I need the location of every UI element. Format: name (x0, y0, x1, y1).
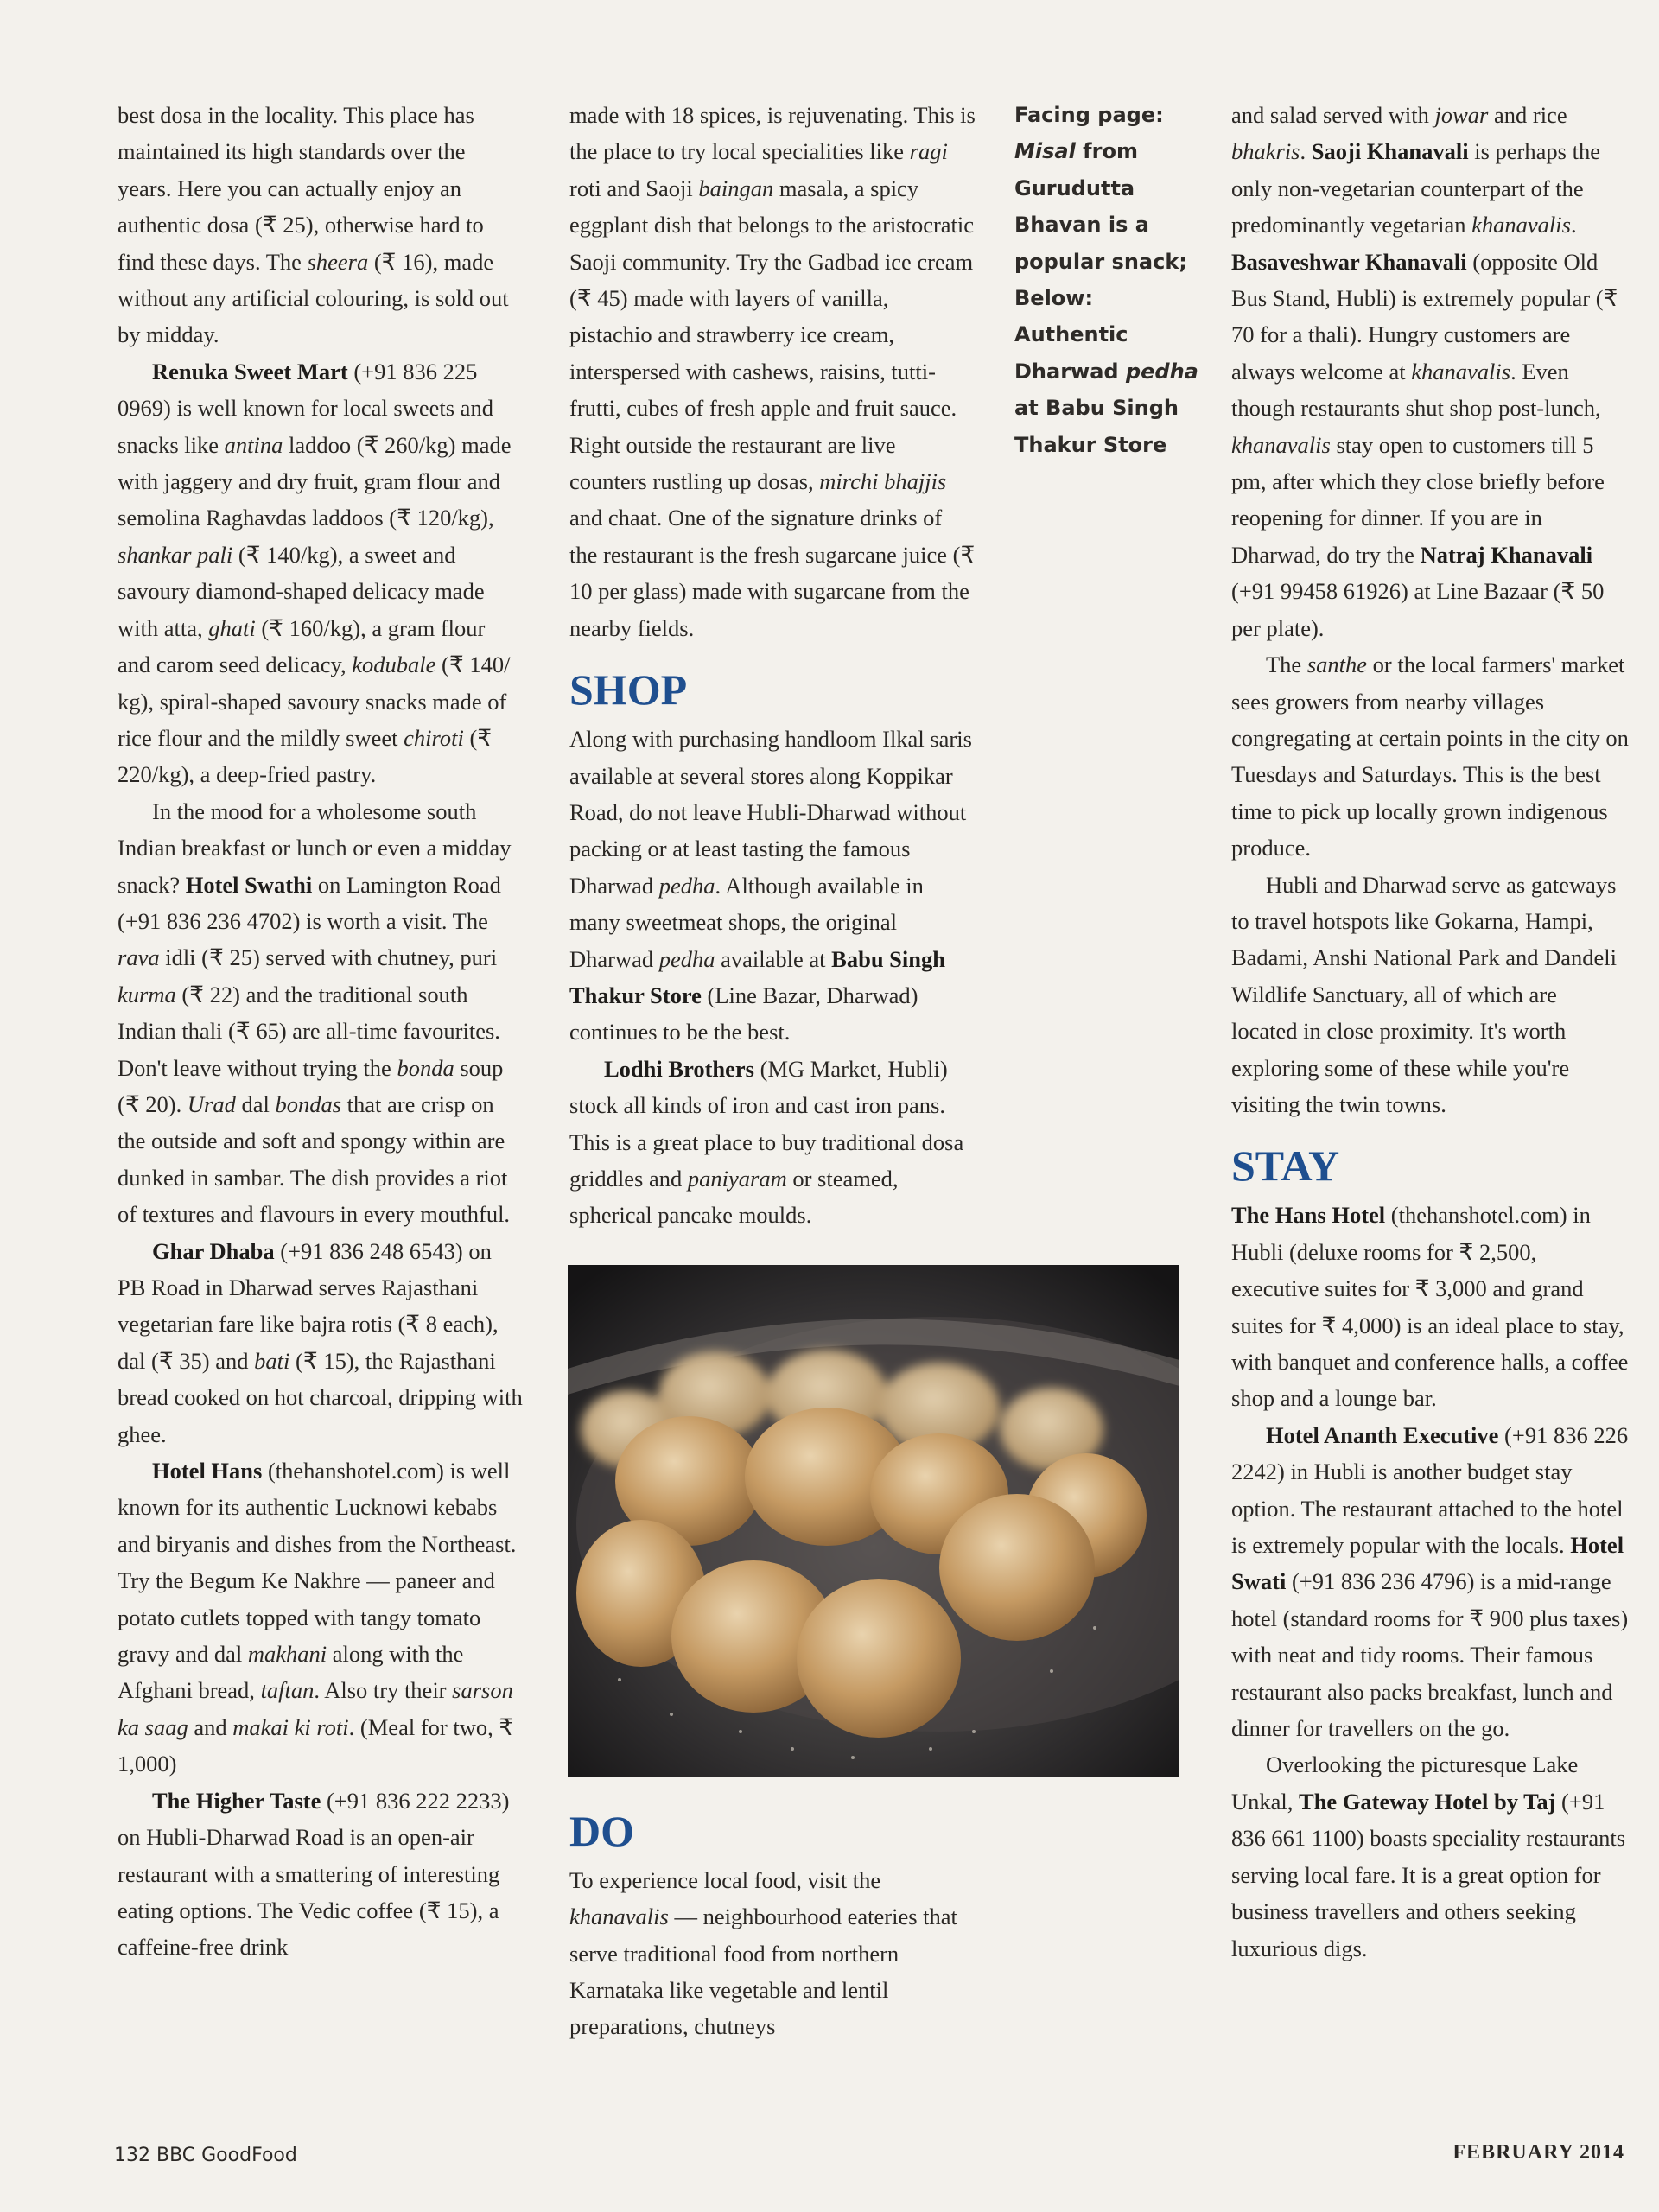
paragraph-santhe: The santhe or the local farmers' market sees growers from nearby villages congregating at certain points in the city on Tuesdays and Saturdays. This is the best time to pick up locally grown indigenous produce. (1231, 652, 1629, 861)
paragraph-hans-hotel: The Hans Hotel (thehanshotel.com) in Hubli (deluxe rooms for ₹ 2,500, executive suites for ₹ 3,000 and grand suites for ₹ 4,000) is an ideal place to stay, with banquet and conference halls, a coffee shop and a lounge bar. (1231, 1202, 1629, 1412)
paragraph-lodhi-brothers: Lodhi Brothers (MG Market, Hubli) stock all kinds of iron and cast iron pans. This is a great place to buy traditional dosa griddles and paniyaram or steamed, spherical pancake moulds. (569, 1055, 964, 1229)
page-number-footer: 132 BBC GoodFood (114, 2145, 297, 2166)
pedha-photo (568, 1265, 1179, 1777)
paragraph-ghar-dhaba: Ghar Dhaba (+91 836 248 6543) on PB Road in Dharwad serves Rajasthani vegetarian fare like bajra rotis (₹ 8 each), dal (₹ 35) and bati (₹ 15), the Rajasthani bread cooked on hot charcoal, dripping with ghee. (118, 1237, 523, 1447)
paragraph: best dosa in the locality. This place has maintained its high standards over the years. Here you can actually enjoy an authentic dosa (₹ 25), otherwise hard to find these days. The sheera (₹ 16), made without any artificial colouring, is sold out by midday. (118, 102, 509, 348)
paragraph-gateways: Hubli and Dharwad serve as gateways to travel hotspots like Gokarna, Hampi, Badami, Anshi National Park and Dandeli Wildlife Sanctuary, all of which are located in close proximity. It's worth exploring some of these while you're visiting the twin towns. (1231, 871, 1617, 1117)
paragraph-hotel-swathi: In the mood for a wholesome south Indian breakfast or lunch or even a midday snack? Hotel Swathi on Lamington Road (+91 836 236 4702) is worth a visit. The rava idli (₹ 25) served with chutney, puri kurma (₹ 22) and the traditional south Indian thali (₹ 65) are all-time favourites. Don't leave without trying the bonda soup (₹ 20). Urad dal bondas that are crisp on the outside and soft and spongy within are dunked in sambar. The dish provides a riot of textures and flavours in every mouthful. (118, 798, 512, 1228)
paragraph-do-intro: To experience local food, visit the khanavalis — neighbourhood eateries that serve traditional food from northern Karnataka like vegetable and lentil preparations, chutneys (569, 1866, 957, 2040)
text-column-2 (569, 97, 976, 2045)
issue-date-footer: FEBRUARY 2014 (1452, 2141, 1624, 2164)
section-heading-stay: STAY (1231, 1141, 1340, 1191)
text-column-4 (1231, 97, 1629, 1967)
section-heading-do: DO (569, 1806, 634, 1855)
section-heading-shop: SHOP (569, 665, 688, 715)
photo-caption: Facing page: Misal from Gurudutta Bhavan is a popular snack; Below: Authentic Dharwad pedha at Babu Singh Thakur Store (1014, 103, 1198, 457)
text-column-1 (118, 97, 524, 1966)
paragraph-higher-taste: The Higher Taste (+91 836 222 2233) on Hubli-Dharwad Road is an open-air restaurant with a smattering of interesting eating options. The Vedic coffee (₹ 15), a caffeine-free drink (118, 1787, 510, 1961)
paragraph-khanavalis: and salad served with jowar and rice bhakris. Saoji Khanavali is perhaps the only non-vegetarian counterpart of the predominantly vegetarian khanavalis. Basaveshwar Khanavali (opposite Old Bus Stand, Hubli) is extremely popular (₹ 70 for a thali). Hungry customers are always welcome at khanavalis. Even though restaurants shut shop post-lunch, khanavalis stay open to customers till 5 pm, after which they close briefly before reopening for dinner. If you are in Dharwad, do try the Natraj Khanavali (+91 99458 61926) at Line Bazaar (₹ 50 per plate). (1231, 102, 1618, 641)
paragraph-shop-intro: Along with purchasing handloom Ilkal saris available at several stores along Koppikar Road, do not leave Hubli-Dharwad without packing or at least tasting the famous Dharwad pedha. Although available in many sweetmeat shops, the original Dharwad pedha available at Babu Singh Thakur Store (Line Bazar, Dharwad) continues to be the best. (569, 726, 972, 1046)
paragraph-gateway-hotel: Overlooking the picturesque Lake Unkal, The Gateway Hotel by Taj (+91 836 661 1100) boasts speciality restaurants serving local fare. It is a great option for business travellers and others seeking luxurious digs. (1231, 1751, 1626, 1961)
paragraph-hotel-hans: Hotel Hans (thehanshotel.com) is well known for its authentic Lucknowi kebabs and biryanis and dishes from the Northeast. Try the Begum Ke Nakhre — paneer and potato cutlets topped with tangy tomato gravy and dal makhani along with the Afghani bread, taftan. Also try their sarson ka saag and makai ki roti. (Meal for two, ₹ 1,000) (118, 1458, 517, 1777)
paragraph-renuka-sweet-mart: Renuka Sweet Mart (+91 836 225 0969) is well known for local sweets and snacks like antina laddoo (₹ 260/kg) made with jaggery and dry fruit, gram flour and semolina Raghavdas laddoos (₹ 120/kg), shankar pali (₹ 140/kg), a sweet and savoury diamond-shaped delicacy made with atta, ghati (₹ 160/kg), a gram flour and carom seed delicacy, kodubale (₹ 140/ kg), spiral-shaped savoury snacks made of rice flour and the mildly sweet chiroti (₹ 220/kg), a deep-fried pastry. (118, 358, 512, 788)
paragraph-ananth-executive: Hotel Ananth Executive (+91 836 226 2242) in Hubli is another budget stay option. The restaurant attached to the hotel is extremely popular with the locals. Hotel Swati (+91 836 236 4796) is a mid-range hotel (standard rooms for ₹ 900 plus taxes) with neat and tidy rooms. Their famous restaurant also packs breakfast, lunch and dinner for travellers on the go. (1231, 1421, 1629, 1742)
paragraph: made with 18 spices, is rejuvenating. This is the place to try local specialities like ragi roti and Saoji baingan masala, a spicy eggplant dish that belongs to the aristocratic Saoji community. Try the Gadbad ice cream (₹ 45) made with layers of vanilla, pistachio and strawberry ice cream, interspersed with cashews, raisins, tutti-frutti, cubes of fresh apple and fruit sauce. Right outside the restaurant are live counters rustling up dosas, mirchi bhajjis and chaat. One of the signature drinks of the restaurant is the fresh sugarcane juice (₹ 10 per glass) made with sugarcane from the nearby fields. (569, 102, 976, 641)
